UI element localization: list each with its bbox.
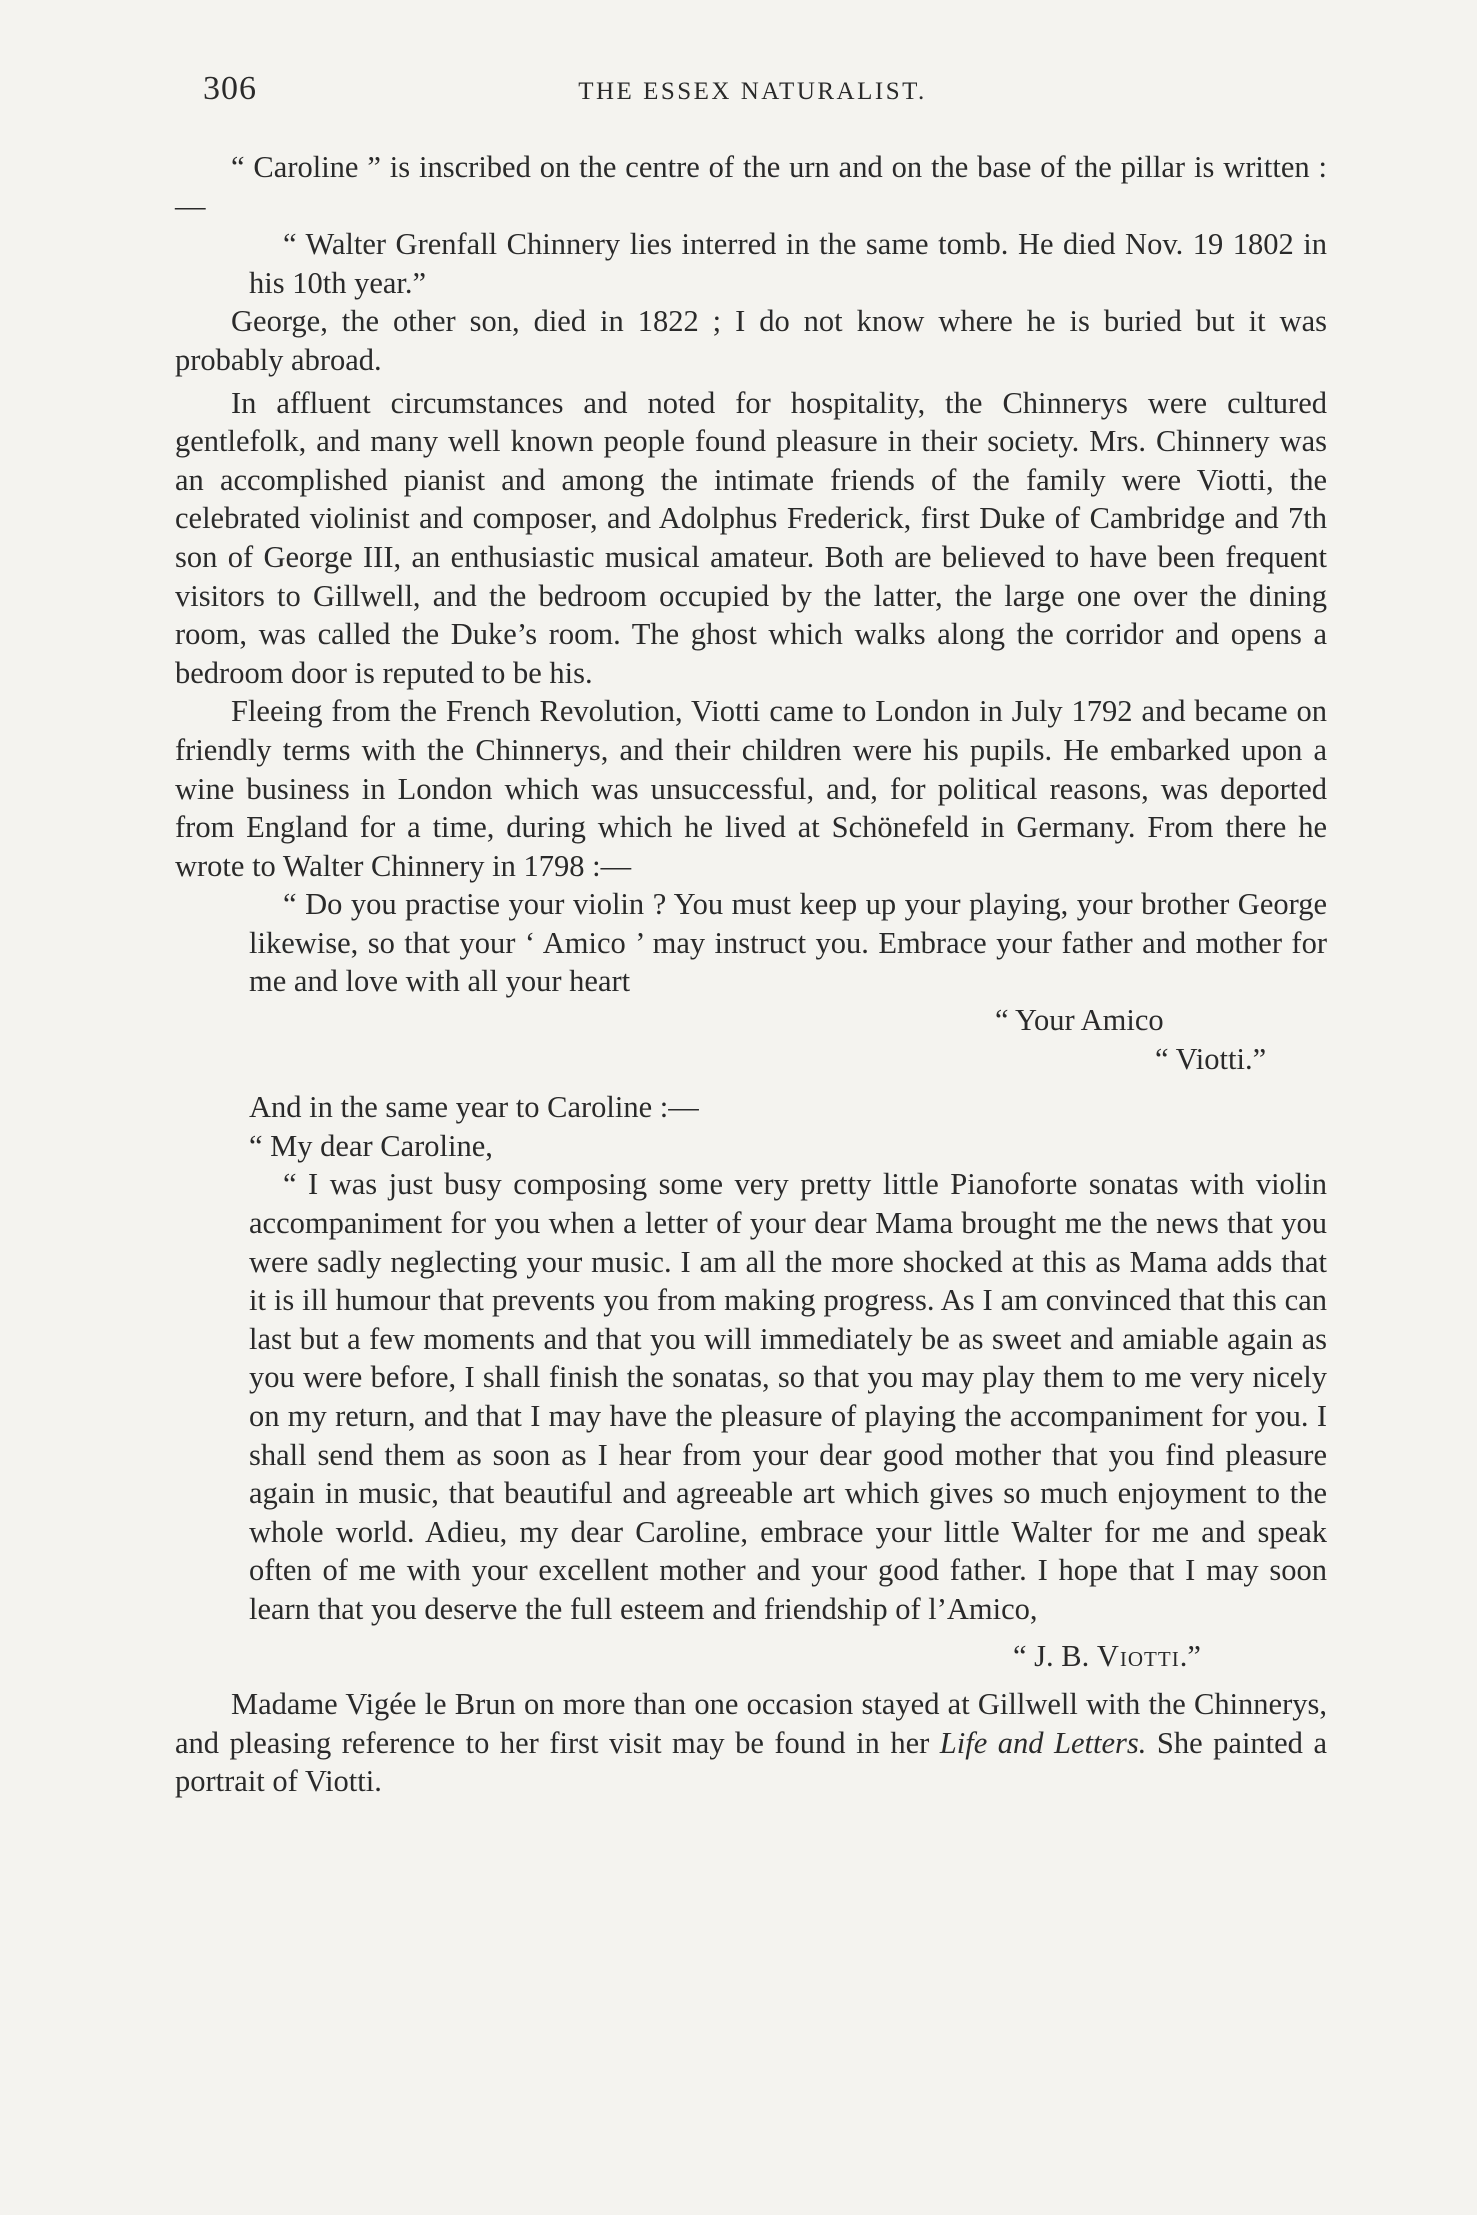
running-title: THE ESSEX NATURALIST. (578, 78, 927, 105)
page-header (175, 70, 1330, 120)
paragraph-george: George, the other son, died in 1822 ; I do not know where he is buried but it was probably abroad. (175, 304, 1327, 377)
quote-tomb-inscription: “ Walter Grenfall Chinnery lies interred in the same tomb. He died Nov. 19 1802 in his 10th year.” (249, 227, 1327, 300)
paragraph-urn-inscription: “ Caroline ” is inscribed on the centre of the urn and on the base of the pillar is written :— (175, 150, 1327, 223)
paragraph-chinnerys-society: In affluent circumstances and noted for hospitality, the Chinnerys were cultured gentlefolk, and many well known people found pleasure in their society. Mrs. Chinnery was an accomplished pianist and among the intimate friends of the family were Viotti, the celebrated violinist and composer, and Adolphus Frederick, first Duke of Cambridge and 7th son of George III, an enthusiastic musical amateur. Both are believed to have been frequent visitors to Gillwell, and the bedroom occupied by the latter, the large one over the dining room, was called the Duke’s room. The ghost which walks along the corridor and opens a bedroom door is reputed to be his. (175, 385, 1327, 690)
letter-to-walter: “ Do you practise your violin ? You must keep up your playing, your brother George likewise, so that your ‘ Amico ’ may instruct you. Embrace your father and mother for me and love with all your heart (249, 887, 1327, 999)
page-body (175, 148, 1327, 1801)
paragraph-to-caroline: And in the same year to Caroline :— (249, 1090, 699, 1125)
paragraph-vigee-le-brun (175, 1685, 1327, 1801)
vigee-text-a: Madame Vigée le Brun on more than one occasion stayed at Gillwell with the Chinnerys, and pleasing reference to her first visit may be found in her (175, 1687, 1327, 1760)
book-title-life-and-letters: Life and Letters. (939, 1725, 1147, 1760)
signature-name: Viotti (1096, 1638, 1180, 1673)
paragraph-viotti-london: Fleeing from the French Revolution, Viotti came to London in July 1792 and became on friendly terms with the Chinnerys, and their children were his pupils. He embarked upon a wine business in London which was unsuccessful, and, for political reasons, was deported from England for a time, during which he lived at Schönefeld in Germany. From there he wrote to Walter Chinnery in 1798 :— (175, 694, 1327, 883)
letter-to-caroline-signature (175, 1637, 1327, 1676)
vigee-text-b: She painted a portrait of Viotti. (175, 1725, 1327, 1799)
letter-to-walter-closing: “ Your Amico (995, 1003, 1164, 1038)
letter-to-walter-signature: “ Viotti.” (1155, 1041, 1267, 1076)
page-number: 306 (203, 70, 257, 107)
signature-suffix: .” (1179, 1638, 1201, 1673)
letter-salutation: “ My dear Caroline, (249, 1128, 493, 1163)
signature-prefix: “ J. B. (1013, 1638, 1097, 1673)
letter-to-caroline: “ I was just busy composing some very pretty little Pianoforte sonatas with violin accompaniment for you when a letter of your dear Mama brought me the news that you were sadly neglecting your music. I am all the more shocked at this as Mama adds that it is ill humour that prevents you from making progress. As I am convinced that this can last but a few moments and that you will immediately be as sweet and amiable again as you were before, I shall finish the sonatas, so that you may play them to me very nicely on my return, and that I may have the pleasure of playing the accompaniment for you. I shall send them as soon as I hear from your dear good mother that you find pleasure again in music, that beautiful and agreeable art which gives so much enjoyment to the whole world. Adieu, my dear Caroline, embrace your little Walter for me and speak often of me with your excellent mother and your good father. I hope that I may soon learn that you deserve the full esteem and friendship of l’Amico, (249, 1167, 1327, 1626)
